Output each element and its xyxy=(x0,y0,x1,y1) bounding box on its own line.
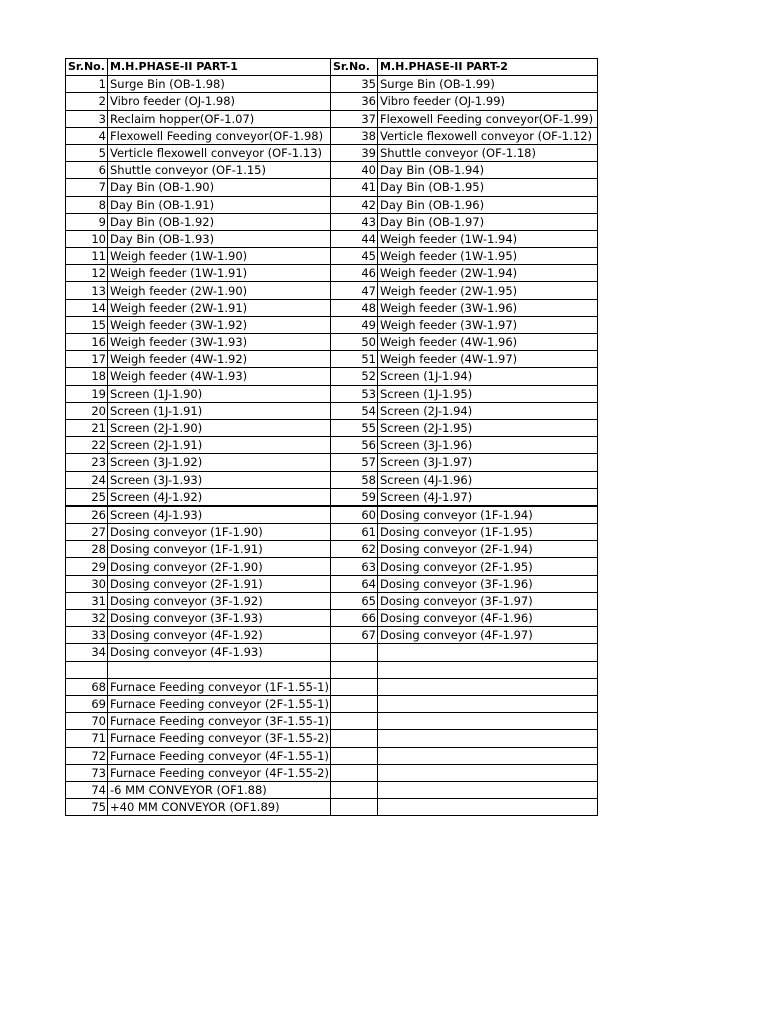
part-2-item-cell: Weigh feeder (1W-1.94) xyxy=(378,230,598,247)
table-row xyxy=(66,368,598,385)
part-2-item-cell: Dosing conveyor (2F-1.94) xyxy=(378,541,598,558)
table-row xyxy=(66,454,598,471)
table-row xyxy=(66,471,598,488)
table-row xyxy=(66,661,598,678)
part-2-sr-no-cell: 58 xyxy=(331,471,378,488)
part-2-item-cell xyxy=(378,678,598,695)
part-1-item-cell: Screen (1J-1.90) xyxy=(108,385,331,402)
part-1-sr-no-cell: 30 xyxy=(66,575,108,592)
part-2-sr-no-cell: 42 xyxy=(331,196,378,213)
table-row xyxy=(66,419,598,436)
part-1-sr-no-cell: 24 xyxy=(66,471,108,488)
table-row xyxy=(66,506,598,524)
table-row xyxy=(66,76,598,93)
part-1-sr-no-cell: 16 xyxy=(66,334,108,351)
table-row xyxy=(66,316,598,333)
part-2-sr-no-cell xyxy=(331,644,378,661)
part-1-sr-no-cell: 6 xyxy=(66,162,108,179)
part-1-sr-no-cell: 26 xyxy=(66,506,108,524)
part-1-item-cell: Weigh feeder (4W-1.92) xyxy=(108,351,331,368)
part-1-sr-no-cell: 10 xyxy=(66,230,108,247)
part-1-item-cell: Furnace Feeding conveyor (4F-1.55-1) xyxy=(108,747,331,764)
part-2-item-cell: Day Bin (OB-1.97) xyxy=(378,213,598,230)
table-row xyxy=(66,93,598,110)
part-2-item-cell xyxy=(378,695,598,712)
part-2-sr-no-cell: 67 xyxy=(331,627,378,644)
part-2-item-cell: Screen (1J-1.95) xyxy=(378,385,598,402)
part-1-item-cell: Furnace Feeding conveyor (1F-1.55-1) xyxy=(108,678,331,695)
part-2-item-cell: Dosing conveyor (4F-1.96) xyxy=(378,610,598,627)
part-1-item-cell: Reclaim hopper(OF-1.07) xyxy=(108,110,331,127)
part-2-sr-no-cell: 38 xyxy=(331,127,378,144)
part-1-item-cell: Furnace Feeding conveyor (3F-1.55-2) xyxy=(108,730,331,747)
part-2-sr-no-cell: 62 xyxy=(331,541,378,558)
part-1-sr-no-cell: 33 xyxy=(66,627,108,644)
part-2-sr-no-cell: 46 xyxy=(331,265,378,282)
part-2-item-cell: Shuttle conveyor (OF-1.18) xyxy=(378,144,598,161)
part-1-sr-no-cell: 71 xyxy=(66,730,108,747)
part-1-sr-no-cell: 72 xyxy=(66,747,108,764)
part-1-item-cell: -6 MM CONVEYOR (OF1.88) xyxy=(108,781,331,798)
part-1-sr-no-cell: 17 xyxy=(66,351,108,368)
table-row xyxy=(66,127,598,144)
part-1-item-cell: Furnace Feeding conveyor (2F-1.55-1) xyxy=(108,695,331,712)
part-2-item-cell: Weigh feeder (1W-1.95) xyxy=(378,248,598,265)
table-row xyxy=(66,230,598,247)
part-2-item-cell: Weigh feeder (4W-1.97) xyxy=(378,351,598,368)
part-2-item-cell: Dosing conveyor (3F-1.97) xyxy=(378,592,598,609)
part-2-item-cell: Screen (4J-1.96) xyxy=(378,471,598,488)
table-row xyxy=(66,162,598,179)
part-2-sr-no-cell: 60 xyxy=(331,506,378,524)
table-row xyxy=(66,351,598,368)
part-2-sr-no-cell: 35 xyxy=(331,76,378,93)
part-1-sr-no-cell: 11 xyxy=(66,248,108,265)
part-2-sr-no-cell xyxy=(331,713,378,730)
table-row xyxy=(66,110,598,127)
part-2-item-cell xyxy=(378,713,598,730)
part-1-item-cell: Day Bin (OB-1.90) xyxy=(108,179,331,196)
part-1-sr-no-cell: 4 xyxy=(66,127,108,144)
part-2-sr-no-cell: 50 xyxy=(331,334,378,351)
part-1-item-cell: Screen (2J-1.91) xyxy=(108,437,331,454)
table-row xyxy=(66,179,598,196)
part-1-item-cell: Weigh feeder (1W-1.91) xyxy=(108,265,331,282)
part-2-item-cell: Vibro feeder (OJ-1.99) xyxy=(378,93,598,110)
part-2-item-cell: Dosing conveyor (2F-1.95) xyxy=(378,558,598,575)
part-2-item-cell: Weigh feeder (3W-1.97) xyxy=(378,316,598,333)
table-row xyxy=(66,730,598,747)
part-1-sr-no-cell: 32 xyxy=(66,610,108,627)
part-2-sr-no-cell xyxy=(331,730,378,747)
part-1-item-cell: Dosing conveyor (4F-1.92) xyxy=(108,627,331,644)
table-row xyxy=(66,799,598,816)
part-2-item-cell xyxy=(378,764,598,781)
part-2-item-cell: Flexowell Feeding conveyor(OF-1.99) xyxy=(378,110,598,127)
part-2-item-cell: Weigh feeder (3W-1.96) xyxy=(378,299,598,316)
table-row xyxy=(66,627,598,644)
part-2-sr-no-cell: 44 xyxy=(331,230,378,247)
part-2-item-cell: Screen (3J-1.96) xyxy=(378,437,598,454)
part-1-sr-no-cell: 15 xyxy=(66,316,108,333)
part-1-item-cell: Dosing conveyor (2F-1.91) xyxy=(108,575,331,592)
part-1-item-cell: Dosing conveyor (1F-1.91) xyxy=(108,541,331,558)
part-1-sr-no-cell: 19 xyxy=(66,385,108,402)
table-row xyxy=(66,764,598,781)
part-1-item-cell: Screen (3J-1.92) xyxy=(108,454,331,471)
part-1-item-cell: Weigh feeder (4W-1.93) xyxy=(108,368,331,385)
part-1-sr-no-cell: 25 xyxy=(66,488,108,506)
part-2-sr-no-cell: 49 xyxy=(331,316,378,333)
part-1-sr-no-cell: 2 xyxy=(66,93,108,110)
part-1-sr-no-cell: 69 xyxy=(66,695,108,712)
part-1-item-cell: Day Bin (OB-1.91) xyxy=(108,196,331,213)
table-row xyxy=(66,385,598,402)
part-1-item-cell: Weigh feeder (2W-1.90) xyxy=(108,282,331,299)
part-2-item-cell: Surge Bin (OB-1.99) xyxy=(378,76,598,93)
part-2-sr-no-cell: 61 xyxy=(331,524,378,541)
part-1-item-cell: Flexowell Feeding conveyor(OF-1.98) xyxy=(108,127,331,144)
part-2-sr-no-cell xyxy=(331,678,378,695)
part-2-item-cell: Weigh feeder (2W-1.94) xyxy=(378,265,598,282)
part-1-item-cell: Screen (1J-1.91) xyxy=(108,402,331,419)
part-1-sr-no-cell: 74 xyxy=(66,781,108,798)
header-sr-no-right: Sr.No. xyxy=(331,59,378,76)
part-1-sr-no-cell: 34 xyxy=(66,644,108,661)
part-1-sr-no-cell: 14 xyxy=(66,299,108,316)
table-row xyxy=(66,558,598,575)
table-row xyxy=(66,592,598,609)
part-2-item-cell xyxy=(378,730,598,747)
part-1-sr-no-cell: 70 xyxy=(66,713,108,730)
part-1-sr-no-cell: 75 xyxy=(66,799,108,816)
part-2-sr-no-cell: 45 xyxy=(331,248,378,265)
part-2-sr-no-cell: 59 xyxy=(331,488,378,506)
part-2-sr-no-cell: 66 xyxy=(331,610,378,627)
table-row xyxy=(66,334,598,351)
part-2-sr-no-cell: 52 xyxy=(331,368,378,385)
equipment-table xyxy=(65,58,598,816)
part-2-item-cell xyxy=(378,781,598,798)
part-1-sr-no-cell: 1 xyxy=(66,76,108,93)
part-2-sr-no-cell: 51 xyxy=(331,351,378,368)
part-2-item-cell: Verticle flexowell conveyor (OF-1.12) xyxy=(378,127,598,144)
part-2-item-cell: Screen (3J-1.97) xyxy=(378,454,598,471)
part-2-sr-no-cell: 47 xyxy=(331,282,378,299)
table-row xyxy=(66,213,598,230)
part-1-item-cell: Furnace Feeding conveyor (4F-1.55-2) xyxy=(108,764,331,781)
part-1-sr-no-cell: 12 xyxy=(66,265,108,282)
part-1-sr-no-cell: 22 xyxy=(66,437,108,454)
part-1-item-cell: Day Bin (OB-1.92) xyxy=(108,213,331,230)
part-1-item-cell: +40 MM CONVEYOR (OF1.89) xyxy=(108,799,331,816)
part-1-item-cell: Screen (4J-1.92) xyxy=(108,488,331,506)
part-2-item-cell: Dosing conveyor (3F-1.96) xyxy=(378,575,598,592)
part-2-sr-no-cell: 40 xyxy=(331,162,378,179)
header-part-1-title: M.H.PHASE-II PART-1 xyxy=(108,59,331,76)
part-1-item-cell: Weigh feeder (3W-1.93) xyxy=(108,334,331,351)
table-row xyxy=(66,282,598,299)
part-2-sr-no-cell: 53 xyxy=(331,385,378,402)
table-row xyxy=(66,781,598,798)
part-1-item-cell: Weigh feeder (1W-1.90) xyxy=(108,248,331,265)
part-2-sr-no-cell: 54 xyxy=(331,402,378,419)
table-row xyxy=(66,248,598,265)
part-1-item-cell: Screen (2J-1.90) xyxy=(108,419,331,436)
part-2-sr-no-cell: 36 xyxy=(331,93,378,110)
header-row xyxy=(66,59,598,76)
part-1-item-cell: Dosing conveyor (1F-1.90) xyxy=(108,524,331,541)
part-1-item-cell: Screen (3J-1.93) xyxy=(108,471,331,488)
part-2-sr-no-cell: 43 xyxy=(331,213,378,230)
part-1-sr-no-cell: 73 xyxy=(66,764,108,781)
table-row xyxy=(66,402,598,419)
table-row xyxy=(66,488,598,506)
table-row xyxy=(66,713,598,730)
part-2-sr-no-cell: 64 xyxy=(331,575,378,592)
part-2-item-cell: Screen (1J-1.94) xyxy=(378,368,598,385)
part-1-sr-no-cell xyxy=(66,661,108,678)
part-1-item-cell: Verticle flexowell conveyor (OF-1.13) xyxy=(108,144,331,161)
part-2-sr-no-cell: 65 xyxy=(331,592,378,609)
part-2-item-cell: Weigh feeder (2W-1.95) xyxy=(378,282,598,299)
part-1-item-cell: Weigh feeder (2W-1.91) xyxy=(108,299,331,316)
part-1-sr-no-cell: 13 xyxy=(66,282,108,299)
part-1-item-cell: Dosing conveyor (3F-1.93) xyxy=(108,610,331,627)
table-row xyxy=(66,196,598,213)
part-2-item-cell xyxy=(378,661,598,678)
part-1-item-cell: Day Bin (OB-1.93) xyxy=(108,230,331,247)
part-2-sr-no-cell xyxy=(331,799,378,816)
part-1-item-cell: Surge Bin (OB-1.98) xyxy=(108,76,331,93)
part-1-sr-no-cell: 29 xyxy=(66,558,108,575)
part-1-item-cell: Screen (4J-1.93) xyxy=(108,506,331,524)
part-1-sr-no-cell: 5 xyxy=(66,144,108,161)
part-2-item-cell: Screen (2J-1.95) xyxy=(378,419,598,436)
table-row xyxy=(66,437,598,454)
table-row xyxy=(66,678,598,695)
part-1-item-cell: Dosing conveyor (3F-1.92) xyxy=(108,592,331,609)
part-1-sr-no-cell: 28 xyxy=(66,541,108,558)
table-row xyxy=(66,575,598,592)
part-1-item-cell xyxy=(108,661,331,678)
part-2-item-cell: Day Bin (OB-1.96) xyxy=(378,196,598,213)
table-row xyxy=(66,144,598,161)
part-1-sr-no-cell: 68 xyxy=(66,678,108,695)
part-1-item-cell: Shuttle conveyor (OF-1.15) xyxy=(108,162,331,179)
part-1-sr-no-cell: 18 xyxy=(66,368,108,385)
part-2-sr-no-cell: 55 xyxy=(331,419,378,436)
part-2-sr-no-cell: 48 xyxy=(331,299,378,316)
part-2-item-cell xyxy=(378,644,598,661)
part-1-sr-no-cell: 8 xyxy=(66,196,108,213)
part-2-item-cell xyxy=(378,799,598,816)
part-2-sr-no-cell: 41 xyxy=(331,179,378,196)
part-2-sr-no-cell: 39 xyxy=(331,144,378,161)
header-part-2-title: M.H.PHASE-II PART-2 xyxy=(378,59,598,76)
part-2-item-cell xyxy=(378,747,598,764)
part-1-sr-no-cell: 9 xyxy=(66,213,108,230)
part-1-item-cell: Weigh feeder (3W-1.92) xyxy=(108,316,331,333)
table-row xyxy=(66,695,598,712)
part-2-sr-no-cell xyxy=(331,764,378,781)
part-2-item-cell: Day Bin (OB-1.95) xyxy=(378,179,598,196)
part-2-sr-no-cell: 63 xyxy=(331,558,378,575)
part-2-item-cell: Day Bin (OB-1.94) xyxy=(378,162,598,179)
part-1-item-cell: Dosing conveyor (4F-1.93) xyxy=(108,644,331,661)
part-2-item-cell: Screen (4J-1.97) xyxy=(378,488,598,506)
table-row xyxy=(66,610,598,627)
header-sr-no-left: Sr.No. xyxy=(66,59,108,76)
part-2-item-cell: Dosing conveyor (1F-1.95) xyxy=(378,524,598,541)
part-2-sr-no-cell xyxy=(331,781,378,798)
part-2-sr-no-cell: 56 xyxy=(331,437,378,454)
part-2-sr-no-cell: 57 xyxy=(331,454,378,471)
part-1-item-cell: Furnace Feeding conveyor (3F-1.55-1) xyxy=(108,713,331,730)
part-1-sr-no-cell: 3 xyxy=(66,110,108,127)
part-1-sr-no-cell: 21 xyxy=(66,419,108,436)
part-1-item-cell: Dosing conveyor (2F-1.90) xyxy=(108,558,331,575)
table-row xyxy=(66,265,598,282)
table-row xyxy=(66,747,598,764)
part-2-item-cell: Dosing conveyor (1F-1.94) xyxy=(378,506,598,524)
part-1-sr-no-cell: 23 xyxy=(66,454,108,471)
part-1-sr-no-cell: 20 xyxy=(66,402,108,419)
table-row xyxy=(66,541,598,558)
part-2-sr-no-cell xyxy=(331,747,378,764)
part-2-sr-no-cell xyxy=(331,661,378,678)
part-1-sr-no-cell: 27 xyxy=(66,524,108,541)
part-2-sr-no-cell xyxy=(331,695,378,712)
part-1-sr-no-cell: 31 xyxy=(66,592,108,609)
part-2-item-cell: Screen (2J-1.94) xyxy=(378,402,598,419)
part-2-sr-no-cell: 37 xyxy=(331,110,378,127)
table-row xyxy=(66,524,598,541)
part-1-sr-no-cell: 7 xyxy=(66,179,108,196)
part-2-item-cell: Weigh feeder (4W-1.96) xyxy=(378,334,598,351)
part-1-item-cell: Vibro feeder (OJ-1.98) xyxy=(108,93,331,110)
table-body xyxy=(66,76,598,816)
table-row xyxy=(66,299,598,316)
part-2-item-cell: Dosing conveyor (4F-1.97) xyxy=(378,627,598,644)
table-row xyxy=(66,644,598,661)
